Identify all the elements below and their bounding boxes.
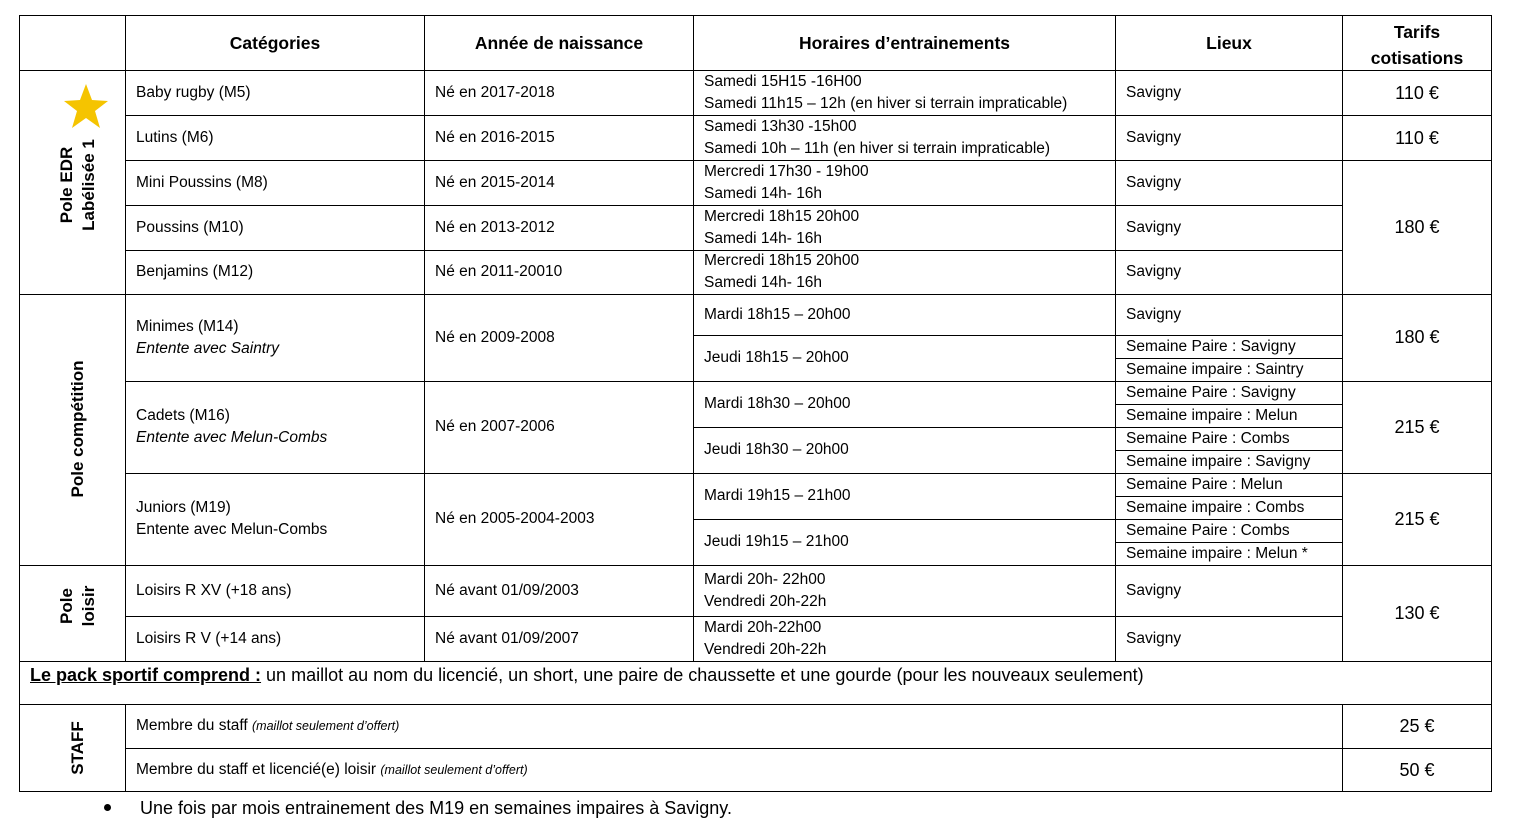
rule-m19-place3 <box>1115 542 1343 543</box>
edr-m6-place: Savigny <box>1126 129 1182 146</box>
edr-m10-schedule1: Mercredi 18h15 20h00 <box>704 208 860 225</box>
loisir-fee: 130 € <box>1394 603 1440 623</box>
rule-category-col <box>424 15 425 662</box>
edr-m12-place: Savigny <box>1126 263 1182 280</box>
header-fees-line2: cotisations <box>1370 48 1464 68</box>
loisir-xv-birth: Né avant 01/09/2003 <box>435 582 579 599</box>
staff-member-label <box>136 716 399 736</box>
comp-m19-schedule2: Jeudi 19h15 – 21h00 <box>704 533 849 550</box>
rule-m16-place1 <box>1115 404 1343 405</box>
edr-m8-m12-fee: 180 € <box>1394 217 1440 237</box>
rule-m14-mid <box>693 335 1343 336</box>
rule-edr-1 <box>125 115 1492 116</box>
comp-m19-agreement: Entente avec Melun-Combs <box>136 521 328 538</box>
comp-m16-fee: 215 € <box>1394 417 1440 437</box>
loisir-v-place: Savigny <box>1126 630 1182 647</box>
comp-m16-place2: Semaine impaire : Melun <box>1126 407 1298 424</box>
comp-m16-agreement: Entente avec Melun-Combs <box>136 429 328 446</box>
rule-m16-place3 <box>1115 450 1343 451</box>
pole-edr-line2: Labélisée 1 <box>79 139 98 231</box>
edr-m10-schedule2: Samedi 14h- 16h <box>704 230 823 247</box>
comp-m14-fee: 180 € <box>1394 327 1440 347</box>
edr-m5-fee: 110 € <box>1395 83 1439 103</box>
edr-m5-schedule2: Samedi 11h15 – 12h (en hiver si terrain impraticable) <box>704 95 1068 112</box>
pole-loisir-line1: Pole <box>57 588 76 624</box>
staff-loisir-text: Membre du staff et licencié(e) loisir <box>136 761 381 778</box>
header-schedule: Horaires d’entrainements <box>798 33 1011 53</box>
staff-loisir-fee: 50 € <box>1399 760 1435 780</box>
header-categories: Catégories <box>229 33 321 53</box>
edr-m10-birth: Né en 2013-2012 <box>435 219 555 236</box>
pole-edr-line1: Pole EDR <box>57 146 76 224</box>
edr-m5-category: Baby rugby (M5) <box>136 84 251 101</box>
edr-m5-schedule1: Samedi 15H15 -16H00 <box>704 73 862 90</box>
comp-m14-birth: Né en 2009-2008 <box>435 329 555 346</box>
pole-loisir-line2: loisir <box>79 585 98 627</box>
comp-m14-place1: Savigny <box>1126 306 1182 323</box>
comp-m16-place3: Semaine Paire : Combs <box>1126 430 1290 447</box>
staff-member-note: (maillot seulement d’offert) <box>252 719 400 733</box>
edr-m12-category: Benjamins (M12) <box>136 263 254 280</box>
footnote: Une fois par mois entrainement des M19 en semaines impaires à Savigny. <box>140 798 732 818</box>
comp-m16-category: Cadets (M16) <box>136 407 230 424</box>
comp-m16-birth: Né en 2007-2006 <box>435 418 555 435</box>
comp-m14-agreement: Entente avec Saintry <box>136 340 280 357</box>
rule-schedule-col <box>1115 15 1116 662</box>
loisir-xv-place: Savigny <box>1126 582 1182 599</box>
comp-m16-schedule1: Mardi 18h30 – 20h00 <box>704 395 851 412</box>
loisir-xv-schedule2: Vendredi 20h-22h <box>704 593 827 610</box>
comp-m19-birth: Né en 2005-2004-2003 <box>435 510 595 527</box>
rule-staff-mid <box>125 748 1492 749</box>
comp-m14-schedule2: Jeudi 18h15 – 20h00 <box>704 349 849 366</box>
rule-birth-col <box>693 15 694 662</box>
edr-m12-schedule1: Mercredi 18h15 20h00 <box>704 252 860 269</box>
edr-m8-place: Savigny <box>1126 174 1182 191</box>
comp-m14-place3: Semaine impaire : Saintry <box>1126 361 1304 378</box>
comp-m19-place1: Semaine Paire : Melun <box>1126 476 1283 493</box>
pack-description <box>30 665 1144 685</box>
edr-m6-schedule2: Samedi 10h – 11h (en hiver si terrain impraticable) <box>704 140 1051 157</box>
staff-loisir-note: (maillot seulement d’offert) <box>380 763 528 777</box>
pack-text: un maillot au nom du licencié, un short, une paire de chaussette et une gourde (pour les nouveaux seulement) <box>261 665 1144 685</box>
edr-m5-place: Savigny <box>1126 84 1182 101</box>
rule-edr-end <box>19 294 1492 295</box>
edr-m6-category: Lutins (M6) <box>136 129 214 146</box>
rule-m19-place1 <box>1115 496 1343 497</box>
rule-pack-end <box>19 704 1492 705</box>
comp-m14-schedule1: Mardi 18h15 – 20h00 <box>704 306 851 323</box>
rule-edr-2 <box>125 160 1492 161</box>
pole-edr-label <box>56 139 100 231</box>
comp-m19-category: Juniors (M19) <box>136 499 231 516</box>
staff-member-text: Membre du staff <box>136 717 253 734</box>
rule-loisir-end <box>19 661 1492 662</box>
rule-m14-place <box>1115 358 1343 359</box>
edr-m6-birth: Né en 2016-2015 <box>435 129 555 146</box>
rule-pole-col-staff <box>125 704 126 792</box>
edr-m12-birth: Né en 2011-20010 <box>435 263 563 280</box>
loisir-xv-schedule1: Mardi 20h- 22h00 <box>704 571 826 588</box>
comp-m19-place4: Semaine impaire : Melun * <box>1126 545 1308 562</box>
rule-edr-3 <box>125 205 1343 206</box>
edr-m8-schedule2: Samedi 14h- 16h <box>704 185 823 202</box>
rule-loisir-mid <box>125 616 1343 617</box>
comp-m19-place2: Semaine impaire : Combs <box>1126 499 1305 516</box>
rule-m19-mid <box>693 519 1343 520</box>
staff-loisir-label <box>136 760 528 780</box>
edr-m8-schedule1: Mercredi 17h30 - 19h00 <box>704 163 869 180</box>
pole-loisir-label <box>56 586 100 627</box>
edr-m8-category: Mini Poussins (M8) <box>136 174 268 191</box>
comp-m14-place2: Semaine Paire : Savigny <box>1126 338 1296 355</box>
comp-m19-fee: 215 € <box>1394 509 1440 529</box>
rule-top <box>19 15 1492 16</box>
rule-m14-end <box>125 381 1492 382</box>
loisir-xv-category: Loisirs R XV (+18 ans) <box>136 582 292 599</box>
comp-m19-place3: Semaine Paire : Combs <box>1126 522 1290 539</box>
comp-m19-schedule1: Mardi 19h15 – 21h00 <box>704 487 851 504</box>
comp-m16-place1: Semaine Paire : Savigny <box>1126 384 1296 401</box>
rule-left <box>19 15 20 792</box>
loisir-v-schedule2: Vendredi 20h-22h <box>704 641 827 658</box>
rule-competition-end <box>19 565 1492 566</box>
staff-member-fee: 25 € <box>1399 716 1435 736</box>
edr-m8-birth: Né en 2015-2014 <box>435 174 555 191</box>
pack-label: Le pack sportif comprend : <box>30 665 262 685</box>
loisir-v-category: Loisirs R V (+14 ans) <box>136 630 282 647</box>
edr-m12-schedule2: Samedi 14h- 16h <box>704 274 823 291</box>
star-icon <box>63 83 109 129</box>
rule-header <box>19 70 1492 71</box>
loisir-v-schedule1: Mardi 20h-22h00 <box>704 619 822 636</box>
header-fees <box>1343 19 1491 71</box>
header-places: Lieux <box>1206 33 1252 53</box>
pole-competition-label: Pole compétition <box>68 360 87 498</box>
edr-m10-place: Savigny <box>1126 219 1182 236</box>
header-birth-year: Année de naissance <box>474 33 644 53</box>
edr-m6-fee: 110 € <box>1395 128 1439 148</box>
header-fees-line1: Tarifs <box>1393 22 1441 42</box>
edr-m6-schedule1: Samedi 13h30 -15h00 <box>704 118 857 135</box>
comp-m14-category: Minimes (M14) <box>136 318 239 335</box>
edr-m5-birth: Né en 2017-2018 <box>435 84 555 101</box>
comp-m16-schedule2: Jeudi 18h30 – 20h00 <box>704 441 849 458</box>
rule-right <box>1491 15 1492 792</box>
comp-m16-place4: Semaine impaire : Savigny <box>1126 453 1311 470</box>
loisir-v-birth: Né avant 01/09/2007 <box>435 630 579 647</box>
bullet-icon <box>104 804 111 811</box>
edr-m10-category: Poussins (M10) <box>136 219 244 236</box>
pole-staff-label: STAFF <box>68 721 87 775</box>
rule-m16-mid <box>693 427 1343 428</box>
rule-m16-end <box>125 473 1492 474</box>
rule-pole-col <box>125 15 126 662</box>
rule-bottom <box>19 791 1492 792</box>
